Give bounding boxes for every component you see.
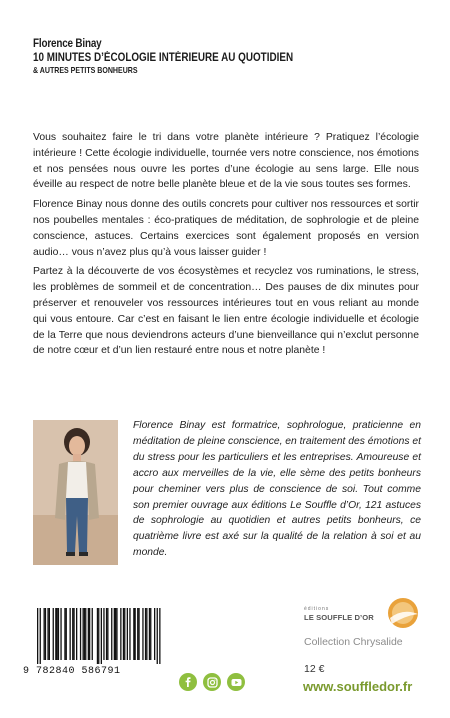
barcode-bar: [154, 608, 155, 660]
barcode-bar: [137, 608, 138, 660]
barcode-bar: [146, 608, 147, 660]
barcode-bar: [89, 608, 90, 660]
barcode-bar: [57, 608, 58, 660]
barcode-bar: [115, 608, 116, 660]
back-cover-blurb: [33, 130, 419, 363]
author-name: Florence Binay: [33, 38, 102, 50]
barcode-bar: [135, 608, 136, 660]
barcode-bar: [45, 608, 46, 660]
barcode-bar: [60, 608, 61, 660]
barcode-bar: [72, 608, 73, 660]
barcode-bar: [129, 608, 130, 660]
barcode-bar: [142, 608, 143, 660]
barcode-bar: [103, 608, 104, 660]
barcode-bar: [73, 608, 74, 660]
barcode-bar: [44, 608, 45, 660]
barcode-bar: [80, 608, 81, 660]
social-icons: [179, 673, 245, 691]
facebook-icon[interactable]: [179, 673, 197, 691]
barcode-bar: [107, 608, 108, 660]
barcode-bar: [149, 608, 150, 660]
book-title: 10 MINUTES D’ÉCOLOGIE INTÉRIEURE AU QUOTIDIEN: [33, 52, 294, 64]
author-photo: [33, 420, 118, 565]
blurb-paragraph-3: Partez à la découverte de vos écosystèmes et recyclez vos ruminations, le stress, les problèmes de sommeil et de concentration… Des pauses de dix minutes pour préserver et renouveler vos ressources intérieures tout en vous reliant au monde qui vous entoure. Car c’est en faisant le lien entre écologie individuelle et écologie de la Terre que nous deviendrons acteurs d’une bienveillance qui n’exclut personne de notre cœur et d’un lien restauré entre nous et notre planète !: [33, 266, 419, 357]
barcode-bar: [120, 608, 121, 660]
barcode-bar: [64, 608, 65, 660]
barcode-bar: [157, 608, 158, 664]
barcode-bar: [40, 608, 41, 664]
barcode-bar: [124, 608, 125, 660]
barcode-bar: [70, 608, 71, 660]
barcode-bar: [123, 608, 124, 660]
barcode-bar: [83, 608, 84, 660]
barcode-bar: [49, 608, 50, 660]
isbn-number: 9 782840 586791: [23, 666, 121, 677]
barcode-bar: [101, 608, 102, 664]
author-bio: Florence Binay est formatrice, sophrologue, praticienne en méditation de pleine conscience, en traitement des émotions et du stress pour les particuliers et les entreprises. Amoureuse et accro aux merveilles de la vie, elle sème des petits bonheurs pour cheminer vers plus de conscience de soi. Tout comme son premier ouvrage aux éditions Le Souffle d’Or, 121 astuces de sophrologie au quotidien et autres petits bonheurs, ce quatrième livre est axé sur la qualité de la relation à soi et au monde.: [133, 420, 421, 559]
publisher-website-link[interactable]: www.souffledor.fr: [303, 679, 413, 694]
barcode-bar: [111, 608, 112, 660]
barcode-bar: [37, 608, 38, 664]
isbn-barcode: [23, 608, 163, 688]
youtube-icon[interactable]: [227, 673, 245, 691]
barcode-bar: [98, 608, 99, 664]
instagram-icon[interactable]: [203, 673, 221, 691]
book-subtitle: & AUTRES PETITS BONHEURS: [33, 66, 138, 75]
author-bio-section: [33, 418, 423, 578]
blurb-paragraph-2: Florence Binay nous donne des outils concrets pour cultiver nos ressources et sortir nos poubelles mentales : éco-pratiques de méditation, de sophrologie et de pleine conscience, astuces. Certains exercices sont également proposés en version audio… vous n’avez plus qu’à vous laisser guider !: [33, 199, 419, 258]
barcode-bar: [58, 608, 59, 660]
publisher-name: LE SOUFFLE D’OR: [304, 613, 374, 622]
barcode-bar: [55, 608, 56, 660]
header: [33, 37, 423, 77]
barcode-bar: [97, 608, 98, 664]
barcode-bar: [53, 608, 54, 660]
editions-label: éditions: [304, 606, 330, 612]
barcode-bar: [159, 608, 160, 664]
barcode-bar: [88, 608, 89, 660]
barcode-bar: [145, 608, 146, 660]
barcode-bar: [84, 608, 85, 660]
barcode-bar: [47, 608, 48, 660]
barcode-bars: [23, 608, 163, 664]
barcode-bar: [114, 608, 115, 660]
barcode-bar: [138, 608, 139, 660]
barcode-bar: [133, 608, 134, 660]
blurb-paragraph-1: Vous souhaitez faire le tri dans votre planète intérieure ? Pratiquez l’écologie intérieure ! Cette écologie individuelle, tournée vers notre conscience, nos émotions et nos pensées nous ouvre les portes d’une écologie au sens large. Elle nous éveille au respect de notre belle planète bleue et de la vie sous toutes ses formes.: [33, 132, 419, 191]
barcode-bar: [92, 608, 93, 660]
barcode-bar: [76, 608, 77, 660]
barcode-bar: [85, 608, 86, 660]
barcode-bar: [150, 608, 151, 660]
barcode-bar: [66, 608, 67, 660]
barcode-bar: [116, 608, 117, 660]
collection-name: Collection Chrysalide: [304, 636, 403, 648]
barcode-bar: [106, 608, 107, 660]
publisher-logo-icon: [386, 596, 420, 630]
price: 12 €: [304, 663, 325, 675]
barcode-bar: [127, 608, 128, 660]
publisher-block: [300, 596, 430, 654]
